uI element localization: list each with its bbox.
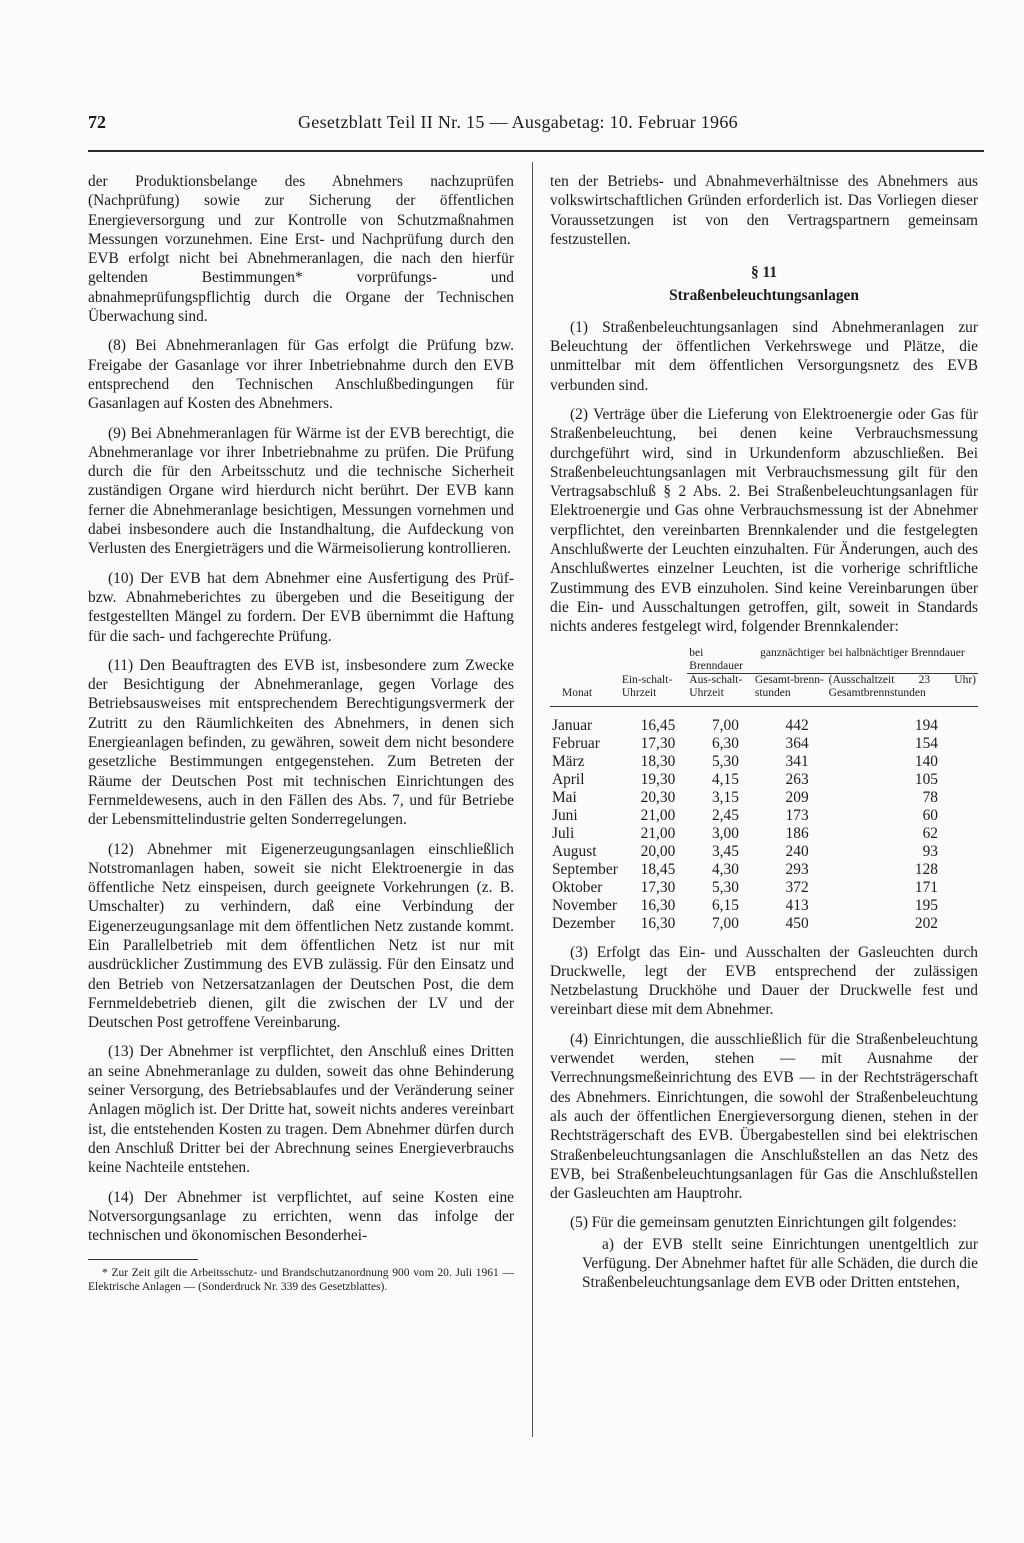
section-number: § 11 — [750, 264, 778, 282]
table-row — [550, 717, 978, 735]
cell-gesamt: 240 — [785, 842, 809, 860]
cell-halb: 78 — [922, 788, 938, 806]
paragraph-13: (13) Der Abnehmer ist verpflichtet, den Anschluß eines Dritten an seine Abnehmeranlage zu dulden, soweit das ohne Behinderung seiner Versorgung, des Betriebsablaufes und der Veränderung seiner Anlagen möglich ist. Der Dritte hat, soweit nichts anderes vereinbart ist, die entstehenden Kosten zu tragen. Dem Abnehmer dürfen durch den Anschluß Dritter bei der Abrechnung seines Energieverbrauchs keine Nachteile entstehen. — [88, 1043, 514, 1177]
table-row — [550, 879, 978, 897]
cell-monat: Juni — [552, 806, 578, 824]
cell-gesamt: 450 — [785, 914, 809, 932]
cell-halb: 195 — [914, 896, 938, 914]
footnote: * Zur Zeit gilt die Arbeitsschutz- und Brandschutzanordnung 900 vom 20. Juli 1961 — Elektrische Anlagen — (Sonderdruck Nr. 339 des Gesetzblattes). — [88, 1267, 514, 1294]
paragraph-11: (11) Den Beauftragten des EVB ist, insbesondere zum Zwecke der Besichtigung der Abnehmeranlage, gegen Vorlage des Betriebsausweises mit entsprechendem Berechtigungsvermerk der Zutritt zu den Räumlichkeiten des Abnehmers, in denen sich Energieanlagen befinden, zu gewähren, soweit dem nicht besondere gesetzliche Bestimmungen entgegenstehen. Zum Betreten der Räume der Deutschen Post mit technischen Einrichtungen des Fernmeldewesens, auch in den Fällen des Abs. 7, und für Betriebe der Lebensmittelindustrie gelten Sonderregelungen. — [88, 656, 514, 829]
paragraph-8: (8) Bei Abnehmeranlagen für Gas erfolgt die Prüfung bzw. Freigabe der Gasanlage vor ihrer Inbetriebnahme durch den EVB entsprechend den Technischen Anschlußbedingungen für Gasanlagen auf Kosten des Abnehmers. — [88, 337, 514, 413]
cell-gesamt: 209 — [785, 788, 809, 806]
cell-ausschalt: 6,15 — [711, 896, 739, 914]
cell-halb: 171 — [914, 878, 938, 896]
cell-ausschalt: 6,30 — [711, 734, 739, 752]
cell-monat: Januar — [552, 716, 593, 734]
cell-ausschalt: 4,30 — [711, 860, 739, 878]
cell-einschalt: 20,00 — [640, 842, 676, 860]
cell-einschalt: 19,30 — [640, 770, 676, 788]
col-header-einschalt: Ein-schalt-Uhrzeit — [621, 673, 673, 699]
cell-ausschalt: 7,00 — [711, 716, 739, 734]
cell-gesamt: 413 — [785, 896, 809, 914]
cell-halb: 60 — [922, 806, 938, 824]
section-paragraph-2: (2) Verträge über die Lieferung von Elektroenergie oder Gas für Straßenbeleuchtung, bei denen keine Verbrauchsmessung durchgeführt wird, sind in Urkundenform abzuschließen. Bei Straßenbeleuchtungsanlagen mit Verbrauchsmessung gilt für den Vertragsabschluß § 2 Abs. 2. Bei Straßenbeleuchtungsanlagen für Elektroenergie und Gas ohne Verbrauchsmessung ist der Abnehmer verpflichtet, den vereinbarten Brennkalender und die festgelegten Anschlußwerte der Leuchten einzuhalten. Für Änderungen, auch des Anschlußwertes einzelner Leuchten, ist die vorherige schriftliche Zustimmung des EVB einzuholen. Sind keine Vereinbarungen über die Ein- und Ausschaltungen getroffen, gilt, soweit in Standards nichts anderes festgelegt wird, folgender Brennkalender: — [550, 405, 978, 636]
cell-monat: Februar — [552, 734, 600, 752]
col-header-gesamt: Gesamt-brenn-stunden — [754, 673, 824, 699]
list-item-a: a) der EVB stellt seine Einrichtungen unentgeltlich zur Verfügung. Der Abnehmer haftet für alle Schäden, die durch die Straßenbeleuchtungsanlage dem EVB oder Dritten entstehen, — [582, 1235, 978, 1292]
cell-ausschalt: 3,15 — [711, 788, 739, 806]
cell-einschalt: 18,45 — [640, 860, 676, 878]
cell-halb: 93 — [922, 842, 938, 860]
cell-halb: 194 — [914, 716, 938, 734]
cell-halb: 140 — [914, 752, 938, 770]
table-row — [550, 789, 978, 807]
cell-gesamt: 263 — [785, 770, 809, 788]
paragraph-continuation: der Produktionsbelange des Abnehmers nachzuprüfen (Nachprüfung) sowie zur Sicherung der öffentlichen Energieversorgung und zur Kontrolle von Schutzmaßnahmen Messungen vorzunehmen. Eine Erst- und Nachprüfung durch den EVB erfolgt nicht bei Abnehmeranlagen, die nach den hierfür geltenden Bestimmungen* vorprüfungs- und abnahmeprüfungspflichtig durch die Organe der Technischen Überwachung sind. — [88, 173, 514, 326]
cell-gesamt: 372 — [785, 878, 809, 896]
table-row — [550, 807, 978, 825]
section-paragraph-5: (5) Für die gemeinsam genutzten Einrichtungen gilt folgendes: — [570, 1214, 957, 1232]
right-column — [550, 172, 978, 1303]
page-header — [88, 112, 980, 138]
cell-halb: 202 — [914, 914, 938, 932]
cell-halb: 105 — [914, 770, 938, 788]
cell-gesamt: 186 — [785, 824, 809, 842]
cell-gesamt: 341 — [785, 752, 809, 770]
cell-halb: 128 — [914, 860, 938, 878]
cell-ausschalt: 4,15 — [711, 770, 739, 788]
cell-gesamt: 442 — [785, 716, 809, 734]
gazette-title: Gesetzblatt Teil II Nr. 15 — Ausgabetag: 10. Februar 1966 — [298, 112, 738, 132]
table-row — [550, 771, 978, 789]
paragraph-10: (10) Der EVB hat dem Abnehmer eine Ausfertigung des Prüf- bzw. Abnahmeberichtes zu übergeben und die Beseitigung der festgestellten Mängel zu fordern. Der EVB übernimmt die Haftung für die sach- und fachgerechte Prüfung. — [88, 569, 514, 645]
cell-ausschalt: 2,45 — [711, 806, 739, 824]
col-header-halb-sub: (Ausschaltzeit 23 Uhr) Gesamtbrennstunden — [828, 673, 976, 699]
column-divider — [532, 162, 533, 1437]
cell-einschalt: 17,30 — [640, 878, 676, 896]
group-header-halb: bei halbnächtiger Brenndauer — [827, 647, 978, 674]
page-number: 72 — [88, 112, 106, 132]
cell-einschalt: 21,00 — [640, 806, 676, 824]
cell-monat: Oktober — [552, 878, 603, 896]
cell-monat: November — [552, 896, 617, 914]
header-rule — [88, 150, 984, 152]
cell-monat: Mai — [552, 788, 577, 806]
cell-monat: April — [552, 770, 585, 788]
section-paragraph-3: (3) Erfolgt das Ein- und Ausschalten der Gasleuchten durch Druckwelle, legt der EVB entsprechend der zulässigen Netzbelastung Druckhöhe und Dauer der Druckwelle fest und vereinbart diese mit dem Abnehmer. — [550, 943, 978, 1019]
table-row — [550, 825, 978, 843]
footnote-rule — [88, 1259, 198, 1260]
table-rule — [550, 706, 978, 717]
cell-ausschalt: 7,00 — [711, 914, 739, 932]
col-header-monat: Monat — [562, 686, 593, 699]
cell-einschalt: 21,00 — [640, 824, 676, 842]
paragraph-9: (9) Bei Abnehmeranlagen für Wärme ist der EVB berechtigt, die Abnehmeranlage vor ihrer Inbetriebnahme zu prüfen. Die Prüfung durch die für den Arbeitsschutz und die technische Sicherheit zuständigen Organe wird hierdurch nicht berührt. Der EVB kann ferner die Abnehmeranlage besichtigen, Messungen vornehmen und dabei insbesondere auch die Instandhaltung, die Aufdeckung von Verlusten des Energieträgers und die Wärmeisolierung kontrollieren. — [88, 424, 514, 558]
cell-einschalt: 18,30 — [640, 752, 676, 770]
cell-gesamt: 173 — [785, 806, 809, 824]
cell-einschalt: 16,30 — [640, 914, 676, 932]
section-paragraph-1: (1) Straßenbeleuchtungsanlagen sind Abnehmeranlagen zur Beleuchtung der öffentlichen Verkehrswege und Plätze, die unmittelbar mit dem öffentlichen Versorgungsnetz des EVB verbunden sind. — [550, 318, 978, 394]
cell-einschalt: 16,30 — [640, 896, 676, 914]
paragraph-continuation-right: ten der Betriebs- und Abnahmeverhältnisse des Abnehmers aus volkswirtschaftlichen Gründen erforderlich ist. Das Vorliegen dieser Voraussetzungen ist von den Vertragspartnern gemeinsam festzustellen. — [550, 173, 978, 248]
table-row — [550, 843, 978, 861]
paragraph-14: (14) Der Abnehmer ist verpflichtet, auf seine Kosten eine Notversorgungsanlage zu errichten, wenn das infolge der technischen und ökonomischen Besonderhei- — [88, 1188, 514, 1245]
cell-einschalt: 17,30 — [640, 734, 676, 752]
group-header-ganz: bei ganznächtiger Brenndauer — [689, 646, 825, 672]
cell-gesamt: 364 — [785, 734, 809, 752]
cell-monat: Juli — [552, 824, 575, 842]
table-row — [550, 897, 978, 915]
cell-ausschalt: 5,30 — [711, 752, 739, 770]
table-row — [550, 861, 978, 879]
table-row — [550, 915, 978, 933]
left-column — [88, 172, 514, 1294]
table-row — [550, 735, 978, 753]
cell-monat: Dezember — [552, 914, 616, 932]
cell-monat: September — [552, 860, 618, 878]
section-title: Straßenbeleuchtungsanlagen — [669, 287, 859, 305]
cell-halb: 154 — [914, 734, 938, 752]
cell-einschalt: 16,45 — [640, 716, 676, 734]
cell-halb: 62 — [922, 824, 938, 842]
table-row — [550, 753, 978, 771]
cell-ausschalt: 3,00 — [711, 824, 739, 842]
paragraph-12: (12) Abnehmer mit Eigenerzeugungsanlagen einschließlich Notstromanlagen haben, soweit sie nicht Elektroenergie in das öffentliche Netz einspeisen, durch geeignete Vorkehrungen (z. B. Umschalter) zu verhindern, daß eine Verbindung der Eigenerzeugungsanlage mit dem öffentlichen Netz zustande kommt. Ein Parallelbetrieb mit dem öffentlichen Netz ist nur mit ausdrücklicher Zustimmung des EVB zulässig. Für den Einsatz und den Betrieb von Netzersatzanlagen der Deutschen Post, die dem Fernmeldebetrieb dienen, gilt die zwischen der LV und der Deutschen Post getroffene Vereinbarung. — [88, 840, 514, 1032]
brennkalender-table — [550, 647, 978, 933]
cell-gesamt: 293 — [785, 860, 809, 878]
cell-ausschalt: 3,45 — [711, 842, 739, 860]
col-header-ausschalt: Aus-schalt-Uhrzeit — [689, 673, 743, 699]
cell-ausschalt: 5,30 — [711, 878, 739, 896]
cell-monat: August — [552, 842, 597, 860]
section-paragraph-4: (4) Einrichtungen, die ausschließlich für die Straßenbeleuchtung verwendet werden, stehen — mit Ausnahme der Verrechnungsmeßeinrichtung des EVB — in der Rechtsträgerschaft des Abnehmers. Einrichtungen, die sowohl der Straßenbeleuchtung als auch der öffentlichen Energieversorgung dienen, stehen in der Rechtsträgerschaft des EVB. Übergabestellen sind bei elektrischen Straßenbeleuchtungsanlagen die Anschlußstellen an das Netz des EVB, bei Straßenbeleuchtungsanlagen für Gas die Anschlußstellen der Gasleuchten am Hauptrohr. — [550, 1030, 978, 1203]
cell-einschalt: 20,30 — [640, 788, 676, 806]
cell-monat: März — [552, 752, 585, 770]
